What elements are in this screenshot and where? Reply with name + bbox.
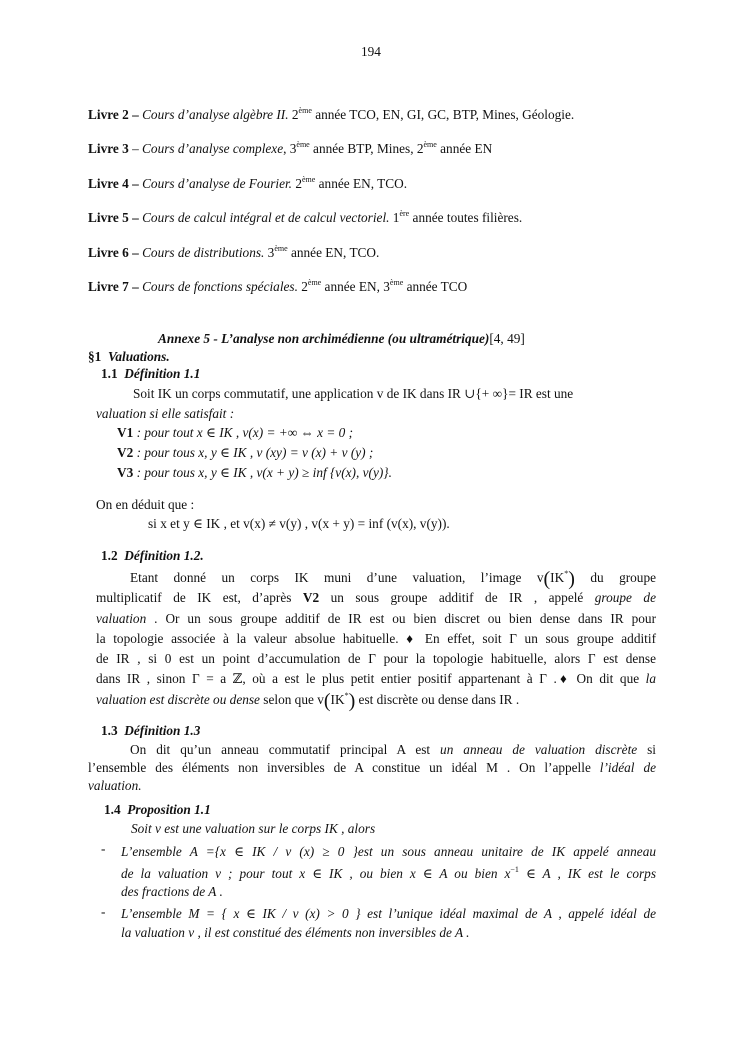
book-label: Livre 4 – bbox=[88, 176, 139, 191]
def13-body: On dit qu’un anneau commutatif principal A est un anneau de valuation discrète si l’ensemble des éléments non inversibles de A constitue un idéal M . On l’appelle l’idéal de valuation. bbox=[88, 742, 656, 793]
book-label: Livre 2 – bbox=[88, 107, 139, 122]
book-title: Cours de calcul intégral et de calcul vectoriel. bbox=[142, 210, 390, 225]
axiom-v3: V3 : pour tous x, y ∈ IK , v(x + y) ≥ inf {v(x), v(y)}. bbox=[117, 465, 392, 480]
page-number: 194 bbox=[361, 44, 381, 59]
def12-body: Etant donné un corps IK muni d’une valuation, l’image v(IK*) du groupe multiplicatif de IK est, d’après V2 un sous groupe additif de IR , appelé groupe de valuation . Or un sous groupe additif de IR est ou bien discret ou bien dense dans IR pour la topologie associée à la valeur absolue habituelle. ♦ En effet, soit Γ un sous groupe additif de IR , si 0 est un point d’accumulation de Γ pour la topologie habituelle, alors Γ est dense dans IR , sinon Γ = a ℤ, où a est le plus petit entier positif appartenant à Γ .♦ On dit que la valuation est discrète ou dense selon que v(IK*) est discrète ou dense dans IR . bbox=[96, 568, 656, 712]
deduce-line: On en déduit que : bbox=[96, 497, 195, 512]
book-line-7: Livre 7 – Cours de fonctions spéciales. 2ème année EN, 3ème année TCO bbox=[88, 278, 468, 294]
section-heading: §1 Valuations. bbox=[88, 349, 170, 364]
prop14-item-2: L’ensemble M = { x ∈ IK / v (x) > 0 } est l’unique idéal maximal de A , appelé idéal de la valuation v , il est constitué des éléments non inversibles de A . bbox=[121, 906, 656, 940]
prop14-heading: 1.4 Proposition 1.1 bbox=[104, 802, 211, 817]
book-title: Cours d’analyse de Fourier. bbox=[142, 176, 293, 191]
bullet-dash: - bbox=[101, 841, 106, 856]
book-title: Cours d’analyse complexe bbox=[142, 141, 284, 156]
book-line-2: Livre 2 – Cours d’analyse algèbre II. 2ème année TCO, EN, GI, GC, BTP, Mines, Géologie. bbox=[88, 106, 575, 122]
prop14-item-1: L’ensemble A ={x ∈ IK / v (x) ≥ 0 }est un sous anneau unitaire de IK appelé anneau de la valuation v ; pour tout x ∈ IK , ou bien x ∈ A ou bien $x^{-1}$ ∈ A , IK est le corps des fractions de A . bbox=[121, 844, 657, 899]
axiom-v2: V2 : pour tous x, y ∈ IK , v (xy) = v (x) + v (y) ; bbox=[117, 445, 374, 460]
prop14-intro: Soit v est une valuation sur le corps IK , alors bbox=[131, 821, 376, 836]
def11-line2: valuation si elle satisfait : bbox=[96, 406, 235, 421]
deduce-formula: si x et y ∈ IK , et v(x) ≠ v(y) , v(x + y) = inf (v(x), v(y)). bbox=[148, 516, 450, 531]
bullet-dash: - bbox=[101, 904, 106, 919]
def12-heading: 1.2 Définition 1.2. bbox=[101, 548, 204, 563]
def13-heading: 1.3 Définition 1.3 bbox=[101, 723, 201, 738]
def11-heading: 1.1 Définition 1.1 bbox=[101, 366, 201, 381]
book-title: Cours de distributions. bbox=[142, 245, 265, 260]
book-line-3: Livre 3 – Cours d’analyse complexe, 3ème année BTP, Mines, 2ème année EN bbox=[88, 140, 493, 156]
book-line-5: Livre 5 – Cours de calcul intégral et de calcul vectoriel. 1ère année toutes filières. bbox=[88, 209, 523, 225]
book-title: Cours d’analyse algèbre II. bbox=[142, 107, 289, 122]
book-label: Livre 5 – bbox=[88, 210, 139, 225]
book-label: Livre 7 – bbox=[88, 279, 139, 294]
book-line-6: Livre 6 – Cours de distributions. 3ème année EN, TCO. bbox=[88, 244, 380, 260]
book-line-4: Livre 4 – Cours d’analyse de Fourier. 2ème année EN, TCO. bbox=[88, 175, 408, 191]
book-title: Cours de fonctions spéciales. bbox=[142, 279, 298, 294]
axiom-v1: V1 : pour tout x ∈ IK , v(x) = +∞ ⇔ x = 0 ; bbox=[117, 425, 354, 440]
annex-title: Annexe 5 - L’analyse non archimédienne (ou ultramétrique)[4, 49] bbox=[158, 331, 525, 346]
book-label: Livre 6 – bbox=[88, 245, 139, 260]
book-label: Livre 3 bbox=[88, 141, 129, 156]
def11-line1: Soit IK un corps commutatif, une application v de IK dans IR ∪{+ ∞}= IR est une bbox=[133, 386, 574, 401]
